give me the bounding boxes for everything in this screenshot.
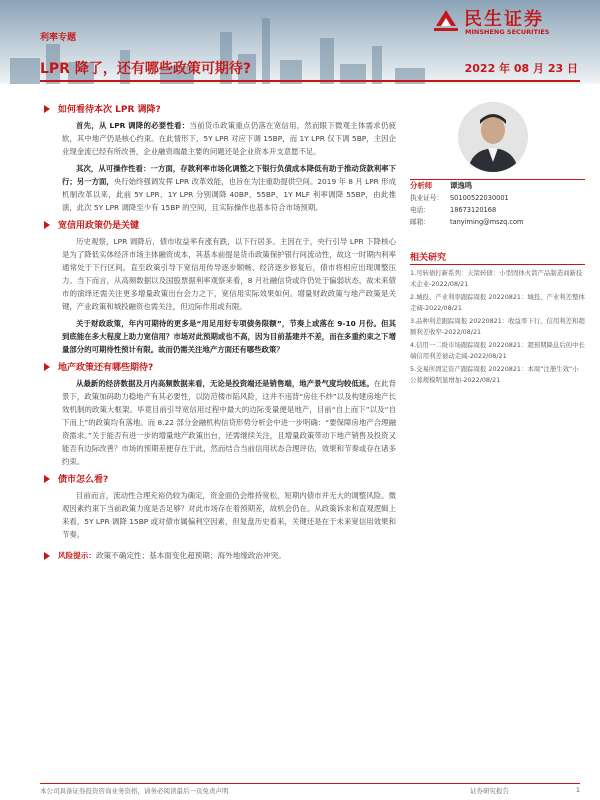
section-lpr-cut <box>40 102 396 214</box>
paragraph: 其次，从可操作性看：一方面，存款利率市场化调整之下银行负债成本降低有助于推动贷款利率下行；另一方面，央行始终强调发挥 LPR 改革效能，也旨在为注重助提供空间。2019 年 8 月 LPR 形成机制改革以来，此前 5Y LPR、1Y LPR 分别调降 40BP、55BP，1Y MLF 利率调降 55BP，由此推演，此次 5Y LPR 调降至少有 15BP 的空间，且实际操作也基本符合市场预期。 <box>62 164 396 212</box>
section-bond-outlook <box>40 472 396 541</box>
analyst-photo <box>458 102 528 172</box>
analyst-info <box>410 180 585 228</box>
analyst-row: 执业证号： S0100522030001 <box>410 194 509 202</box>
section-heading: 宽信用政策仍是关键 <box>44 218 396 231</box>
related-item[interactable]: 4.信用一二级市场跟踪周报 20220821：超预期降息后的中长端信用利差被动走阔-2022/08/21 <box>410 341 585 360</box>
section-credit-policy <box>40 218 396 356</box>
logo-name-en: MINSHENG SECURITIES <box>465 28 550 36</box>
paragraph: 历史观察，LPR 调降后，债市收益率有涨有跌，以下行居多。主因在于，央行引导 LPR 下降核心是为了降低实体经济市场主体融资成本，其基本前提是货币政策保护银行间流动性，故这一时期内利率通常处于下行区间。直至政策引导下宽信用传导逐步顺畅、经济逐步修复后，债市将相应出现调整压力。当下而言，从高频数据以及国股票据利率观察来看，8 月社融信贷或许仍处于偏弱状态，故未来债市的演绎还需关注更多增量政策出台会力之下，宽信用实际效果如何。增量财政政策与地产政策是关键，产业政策和城投融资也需关注，但边际作用或有限。 <box>62 237 396 311</box>
paragraph: 目前而言，流动性合理充裕仍较为确定，资金面仍会维持宽松，短期内债市并无大的调整风险。微观因素约束下当前政策力度是否足够？对此市场存在着预期差，故机会仍在。从政策诉求和直观逻辑上来看，5Y LPR 调降 15BP 或对债市属偏利空因素，但复盘历史看来，关键还是在于未来宽信用效果和节奏。 <box>62 491 396 539</box>
section-heading: 地产政策还有哪些期待? <box>44 360 396 373</box>
paragraph: 关于财政政策，年内可期待的更多是“用足用好专项债务限额”，节奏上或落在 9-10 月份。但其到底能在多大程度上助力宽信用？市场对此预期或也不高，因为目前基建并不差，而在多重约束之下增量部分的可期待性预计有限。故而仍需关注地产方面还有哪些政策？ <box>62 319 396 354</box>
section-heading: 如何看待本次 LPR 调降? <box>44 102 396 115</box>
analyst-portrait-icon <box>458 102 528 172</box>
header-divider <box>40 80 580 82</box>
related-research-heading: 相关研究 <box>410 253 447 263</box>
page-number: 1 <box>575 786 580 794</box>
footer <box>40 786 580 796</box>
report-series: 利率专题 <box>40 33 77 43</box>
paragraph: 从最新的经济数据及月内高频数据来看，无论是投资端还是销售端，地产景气度均较低迷。在此背景下，政策加码助力稳地产有其必要性，以防范楼市陷风险，这并不违背“房住不炒”以及构建房地产长效机制的政策大框架。毕竟目前引导宽信用过程中最大的边际变量便是地产，目前“自上而下”以及“自下而上”的政策均有落地。而 8.22 部分金融机构信贷形势分析会中进一步明确：“要保障房地产合理融资需求。”关于能否有进一步的增量地产政策出台，还需继续关注，且增量政策带动下地产销售及投资又能否有边际改善？市场的预期差便存在于此，然而结合当前信用状态合理评估，效果和节奏或存在诸多约束。 <box>62 379 396 466</box>
company-logo <box>432 4 582 40</box>
analyst-row: 电话： 18673120168 <box>410 206 497 214</box>
arrow-icon <box>44 552 50 560</box>
report-type: 证券研究报告 <box>470 787 509 795</box>
report-title: LPR 降了，还有哪些政策可期待? <box>40 61 251 77</box>
related-item[interactable]: 2.城投、产业利率跟踪周报 20220821：城投、产业利差整体走阔-2022/08/21 <box>410 293 585 312</box>
minsheng-logo-icon <box>432 6 460 34</box>
logo-name-cn: 民生证券 <box>464 9 544 30</box>
analyst-row: 邮箱： tanyiming@mszq.com <box>410 218 524 226</box>
analyst-email[interactable]: tanyiming@mszq.com <box>450 218 524 226</box>
report-body <box>40 102 396 562</box>
related-item[interactable]: 5.交易所固定资产跟踪周报 20220821：本周“注册生效”小公募规模明显增加-2022/08/21 <box>410 365 579 384</box>
related-item[interactable]: 3.品种利差跟踪周报 20220821：收益率下行，信用利差和超额利差收窄-2022/08/21 <box>410 317 585 336</box>
arrow-icon <box>44 363 50 371</box>
arrow-icon <box>44 475 50 483</box>
related-research-list <box>410 268 585 388</box>
paragraph: 首先，从 LPR 调降的必要性看：当前货币政策重点仍落在宽信用，然而眼下微观主体需求仍疲软，其中地产仍是核心约束。在此情形下，5Y LPR 对应下调 15BP，而 1Y LPR 仅下调 5BP，主因企业现金流已经有所改善，企业融资端最主要的问题还是企业资本开支意愿不足。 <box>62 121 396 156</box>
analyst-row: 分析师 谭逸鸣 <box>410 181 473 190</box>
risk-warning: 风险提示： 政策不确定性；基本面变化超预期；海外地缘政治冲突。 <box>44 549 396 562</box>
arrow-icon <box>44 105 50 113</box>
footer-divider <box>40 783 580 784</box>
report-date: 2022 年 08 月 23 日 <box>464 62 578 75</box>
related-item[interactable]: 1.可转债打新系列：天箭转债：小型固体火箭产品制造商新技术企业-2022/08/21 <box>410 269 583 288</box>
arrow-icon <box>44 221 50 229</box>
section-heading: 债市怎么看? <box>44 472 396 485</box>
section-property-policy <box>40 360 396 468</box>
related-divider <box>410 264 585 265</box>
disclaimer-note: 本公司具备证券投资咨询业务资格，请务必阅读最后一页免责声明 <box>40 787 229 795</box>
